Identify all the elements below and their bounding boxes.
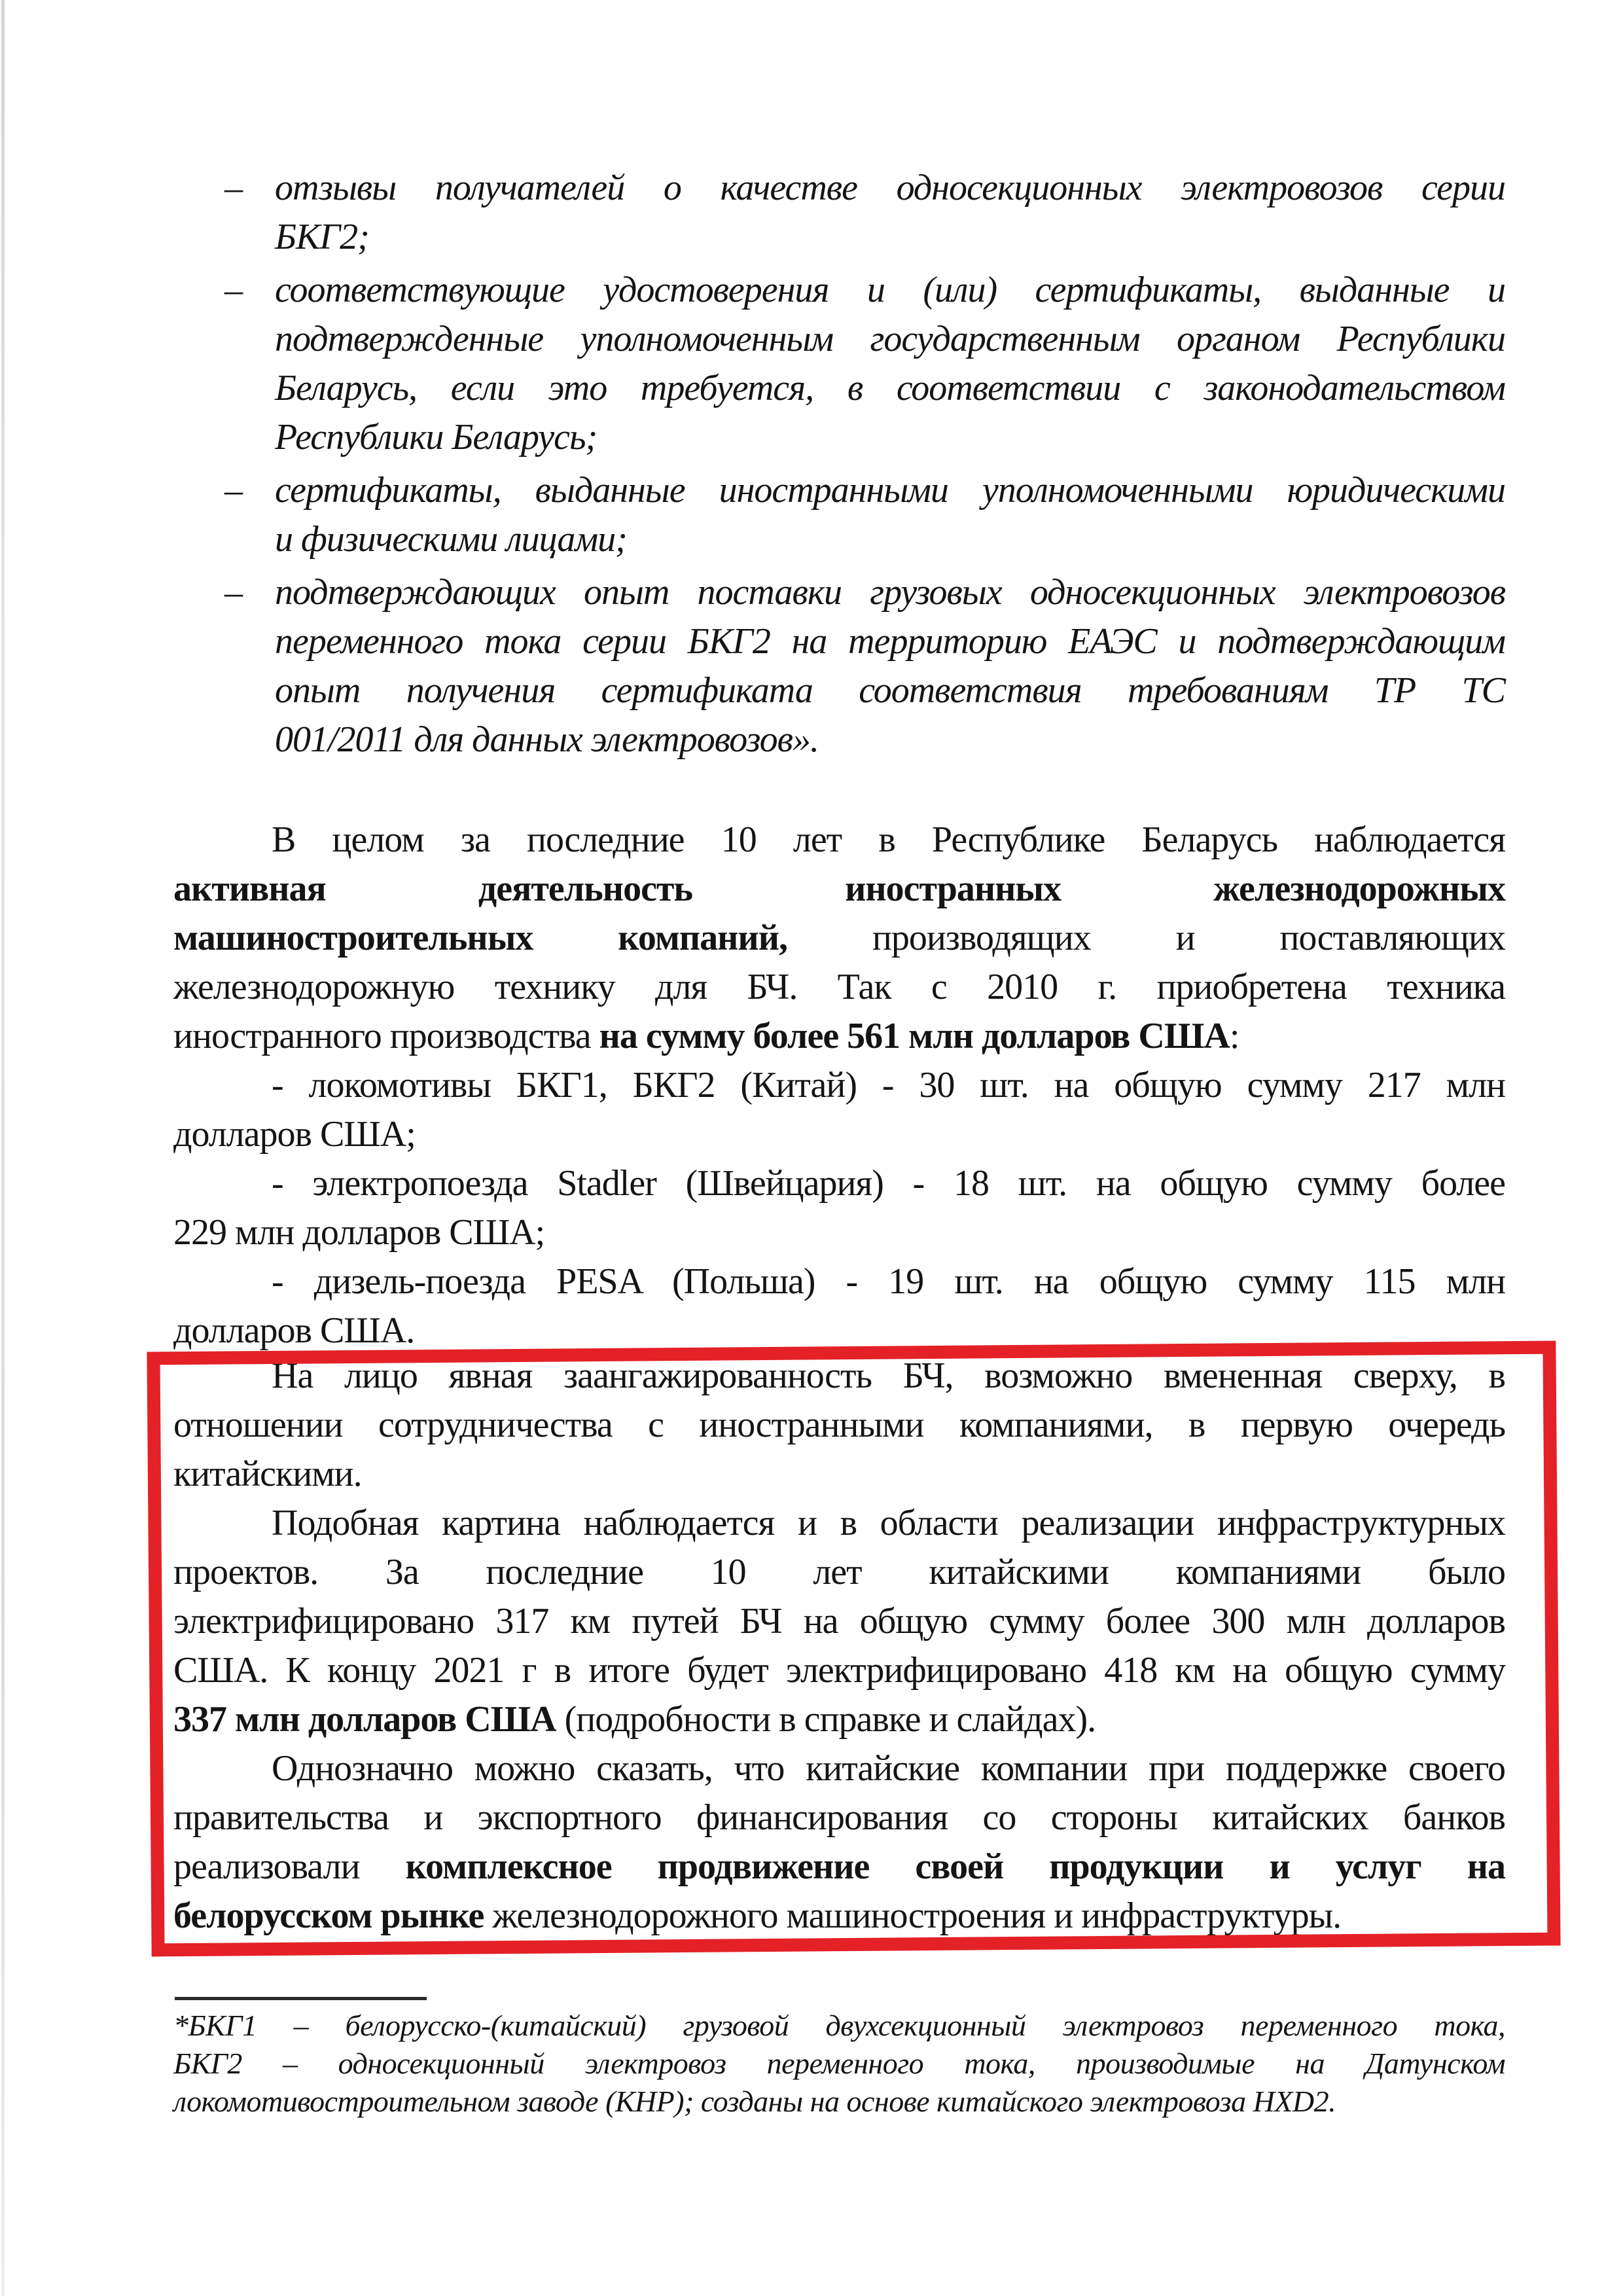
- text-line: Однозначно можно сказать, что китайские компании при поддержке своего: [272, 1748, 1505, 1789]
- bullet-dash: –: [224, 270, 242, 310]
- text-line: активная деятельность иностранных железнодорожных: [173, 869, 1505, 909]
- text-line: На лицо явная заангажированность БЧ, возможно вмененная сверху, в: [272, 1355, 1505, 1396]
- text-line: Республики Беларусь;: [275, 417, 597, 457]
- text-line: сертификаты, выданные иностранными уполномоченными юридическими: [275, 470, 1505, 511]
- text-line: иностранного производства на сумму более 561 млн долларов США:: [173, 1016, 1240, 1056]
- footnote-separator: [175, 1997, 427, 2000]
- text-line: проектов. За последние 10 лет китайскими компаниями было: [173, 1552, 1505, 1592]
- text-line: В целом за последние 10 лет в Республике Беларусь наблюдается: [272, 819, 1505, 860]
- text-line: подтверждающих опыт поставки грузовых односекционных электровозов: [275, 572, 1505, 613]
- bullet-dash: –: [224, 168, 242, 208]
- text-line: переменного тока серии БКГ2 на территорию ЕАЭС и подтверждающим: [275, 621, 1505, 662]
- text-line: - дизель-поезда PESA (Польша) - 19 шт. на общую сумму 115 млн: [272, 1261, 1505, 1302]
- text-line: отзывы получателей о качестве односекционных электровозов серии: [275, 168, 1505, 208]
- text-line: 229 млн долларов США;: [173, 1212, 545, 1253]
- text-line: долларов США.: [173, 1310, 415, 1351]
- text-line: китайскими.: [173, 1454, 362, 1494]
- text-line: отношении сотрудничества с иностранными компаниями, в первую очередь: [173, 1405, 1505, 1445]
- list-item: [173, 568, 1505, 764]
- text-line: 337 млн долларов США (подробности в справке и слайдах).: [173, 1699, 1096, 1740]
- list-item: [173, 466, 1505, 564]
- text-line: локомотивостроительном заводе (КНР); созданы на основе китайского электровоза HXD2.: [173, 2085, 1336, 2118]
- list-item: [173, 266, 1505, 462]
- text-line: 001/2011 для данных электровозов».: [275, 719, 819, 760]
- text-line: опыт получения сертификата соответствия требованиям ТР ТС: [275, 670, 1505, 711]
- text-line: Подобная картина наблюдается и в области реализации инфраструктурных: [272, 1503, 1505, 1543]
- highlighted-conclusion: [149, 1346, 1558, 1951]
- certificates-list: [173, 164, 1505, 764]
- scan-edge-artifact: [1, 0, 5, 2296]
- text-line: реализовали комплексное продвижение своей продукции и услуг на: [173, 1846, 1505, 1887]
- text-line: долларов США;: [173, 1114, 416, 1155]
- promotion-paragraph: [173, 1744, 1505, 1941]
- purchase-locomotives: [173, 1061, 1505, 1159]
- document-content: [173, 164, 1505, 2121]
- purchase-stadler: [173, 1159, 1505, 1257]
- text-line: подтвержденные уполномоченным государственным органом Республики: [275, 319, 1505, 359]
- text-line: правительства и экспортного финансирования со стороны китайских банков: [173, 1797, 1505, 1838]
- bullet-dash: –: [224, 572, 242, 613]
- bullet-dash: –: [224, 470, 242, 511]
- text-line: машиностроительных компаний, производящих и поставляющих: [173, 918, 1506, 958]
- infrastructure-paragraph: [173, 1499, 1505, 1744]
- text-line: соответствующие удостоверения и (или) сертификаты, выданные и: [275, 270, 1505, 310]
- text-line: США. К концу 2021 г в итоге будет электрифицировано 418 км на общую сумму: [173, 1650, 1505, 1691]
- text-line: Беларусь, если это требуется, в соответствии с законодательством: [275, 368, 1505, 408]
- text-line: и физическими лицами;: [275, 519, 627, 560]
- bias-paragraph: [173, 1352, 1505, 1499]
- text-line: - локомотивы БКГ1, БКГ2 (Китай) - 30 шт. на общую сумму 217 млн: [272, 1065, 1505, 1105]
- text-line: белорусском рынке железнодорожного машиностроения и инфраструктуры.: [173, 1895, 1342, 1936]
- text-line: БКГ2;: [275, 217, 369, 257]
- text-line: - электропоезда Stadler (Швейцария) - 18 шт. на общую сумму более: [272, 1163, 1505, 1204]
- text-line: электрифицировано 317 км путей БЧ на общую сумму более 300 млн долларов: [173, 1601, 1505, 1641]
- text-line: БКГ2 – односекционный электровоз переменного тока, производимые на Датунском: [173, 2047, 1505, 2080]
- purchase-pesa: [173, 1257, 1505, 1355]
- overview-paragraph: [173, 816, 1505, 1061]
- text-line: *БКГ1 – белорусско-(китайский) грузовой двухсекционный электровоз переменного тока,: [173, 2009, 1505, 2042]
- text-line: железнодорожную технику для БЧ. Так с 2010 г. приобретена техника: [173, 967, 1505, 1007]
- footnote: [173, 1997, 1505, 2121]
- list-item: [173, 164, 1505, 262]
